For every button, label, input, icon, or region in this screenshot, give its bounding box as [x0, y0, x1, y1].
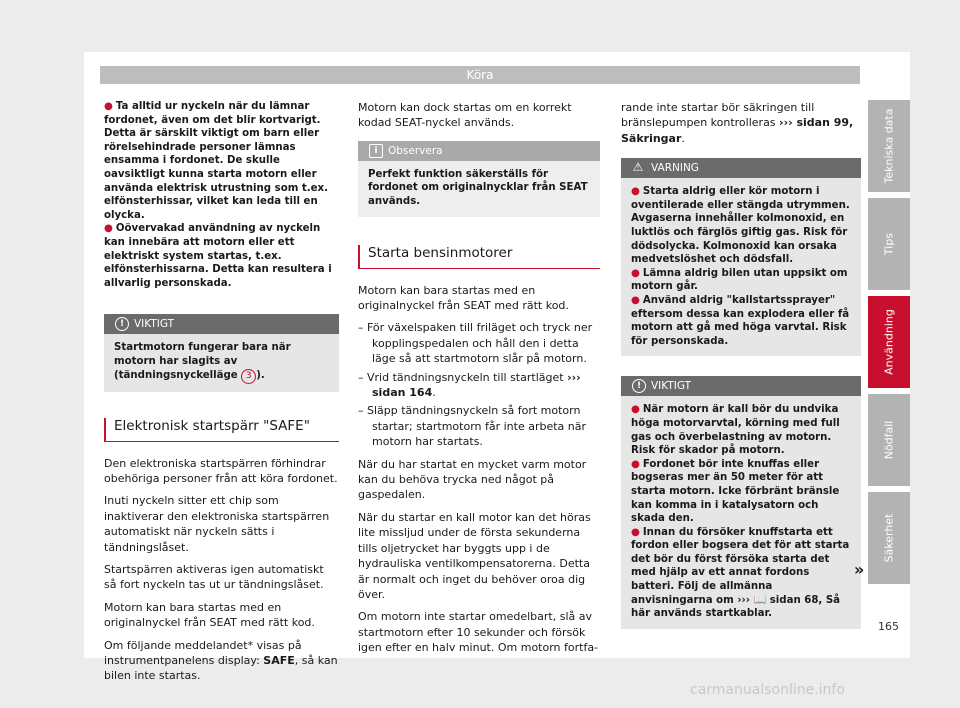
page-link[interactable]: sidan 68, Så här används startkablar.	[631, 594, 841, 620]
varning-body	[621, 178, 861, 356]
list-item: ● När motorn är kall bör du undvika höga motorvarvtal, körning med full gas och överbelastning av motorn. Risk för skador på motorn.	[631, 404, 840, 457]
bullet-icon: ●	[104, 223, 113, 235]
list-item: – Släpp tändningsnyckeln så fort motorn startar; startmotorn får inte arbeta när motorn har startats.	[358, 404, 587, 449]
page-link[interactable]: ››› sidan 99, Säkringar	[621, 116, 854, 145]
warning-continued	[104, 100, 339, 290]
list-item: ● Ta alltid ur nyckeln när du lämnar fordonet, även om det blir kortvarigt. Detta är särskilt viktigt om barn eller rörelsehindrade personer lämnas ensamma i fordonet. De skulle oavsiktligt kunna starta motorn eller använda elektrisk utrustning som t.ex. elfönsterhissar, vilket kan leda till en olycka.	[104, 101, 328, 221]
note-icon: i	[369, 144, 383, 158]
viktigt-body: Startmotorn fungerar bara när motorn har slagits av (tändningsnyckelläge 3 ).	[104, 334, 339, 391]
section-body: Motorn kan bara startas med en originalnyckel från SEAT med rätt kod. – För växelspaken till friläget och tryck ner kopplingspedalen och håll den i detta läge så att startmotorn slår på motorn. – Vrid tändningsnyckeln till startläget ››› sidan 164. – Släpp tändningsnyckeln så fort motorn startar; startmotorn får inte arbeta när motorn har startats. När du har startat en mycket varm motor kan du behöva trycka ned något på gaspedalen. När du startar en kall motor kan det höras lite missljud under de första sekunderna tills oljetrycket har byggts upp i de hydrauliska ventilkompensatorerna. Detta är normalt och inget du behöver oroa dig över. Om motorn inte startar omedelbart, slå av startmotorn efter 10 sekunder och försök igen efter en halv minut. Om motorn fortfa-	[358, 283, 599, 655]
section-safe	[104, 418, 339, 442]
section-petrol	[358, 245, 600, 269]
tab-tips[interactable]: Tips	[868, 198, 910, 290]
list-item: – För växelspaken till friläget och tryck ner kopplingspedalen och håll den i detta läge så att startmotorn slår på motorn.	[358, 321, 593, 366]
bullet-icon: ●	[631, 526, 640, 538]
tab-sakerhet[interactable]: Säkerhet	[868, 492, 910, 584]
warning-triangle-icon: ⚠	[632, 160, 644, 175]
section-body: Den elektroniska startspärren förhindrar obehöriga personer från att köra fordonet. Inuti nyckeln sitter ett chip som inaktiverar den elektroniska startspärren automatiskt när nyckeln sätts i tändningslåset. Startspärren aktiveras igen automatiskt så fort nyckeln tas ut ur tändningslåset. Motorn kan bara startas med en originalnyckel från SEAT med rätt kod. Om följande meddelandet* visas på instrumentpanelens display: SAFE, så kan bilen inte startas.	[104, 456, 338, 683]
page-link[interactable]: ››› sidan 164	[372, 370, 581, 400]
observera-body: Perfekt funktion säkerställs för fordonet om originalnycklar från SEAT används.	[358, 161, 600, 217]
varning-header: ⚠ VARNING	[621, 158, 861, 178]
section-heading: Starta bensinmotorer	[358, 245, 600, 269]
list-item: ● Oövervakad användning av nyckeln kan innebära att motorn eller ett elektriskt system startas, t.ex. elfönsterhissarna. Detta kan resultera i allvarlig personskada.	[104, 223, 332, 289]
viktigt-box	[104, 314, 339, 391]
viktigt-body	[621, 396, 861, 629]
viktigt-header: ! VIKTIGT	[104, 314, 339, 334]
list-item: – Vrid tändningsnyckeln till startläget ››› sidan 164.	[358, 370, 581, 400]
tab-nodfall[interactable]: Nödfall	[868, 394, 910, 486]
watermark: carmanualsonline.info	[690, 682, 845, 698]
info-icon: !	[115, 317, 129, 331]
column-1	[104, 100, 339, 691]
page-header: Köra	[100, 66, 860, 84]
list-item: ● Innan du försöker knuffstarta ett fordon eller bogsera det för att starta det bör du först försöka starta det med hjälp av ett annat fordons batteri. Följ de allmänna anvisningarna om ››› 📖 sidan 68, Så här används startkablar.	[631, 526, 850, 620]
list-item: ● Lämna aldrig bilen utan uppsikt om motorn går.	[631, 267, 848, 293]
bullet-icon: ●	[631, 294, 640, 306]
bullet-icon: ●	[631, 404, 640, 416]
page-number: 165	[878, 620, 899, 633]
info-icon: !	[632, 379, 646, 393]
list-item: ● Använd aldrig "kallstartssprayer" eftersom dessa kan explodera eller få motorn att gå med höga varvtal. Risk för personskada.	[631, 294, 850, 347]
bullet-icon: ●	[631, 458, 640, 470]
bullet-icon: ●	[631, 267, 640, 279]
section-heading: Elektronisk startspärr "SAFE"	[104, 418, 339, 442]
observera-box	[358, 141, 600, 217]
tab-anvandning[interactable]: Användning	[868, 296, 910, 388]
viktigt-box	[621, 376, 861, 629]
viktigt-header: ! VIKTIGT	[621, 376, 861, 396]
continue-icon: »	[854, 560, 865, 579]
column-2: Motorn kan dock startas om en korrekt kodad SEAT-nyckel används. i Observera Perfekt funktion säkerställs för fordonet om originalnycklar från SEAT används. Starta bensinmotorer Motorn kan bara startas med en originalnyckel från SEAT med rätt kod. – För växelspaken till friläget och tryck ner kopplingspedalen och håll den i detta läge så att startmotorn slår på motorn. – Vrid tändningsnyckeln till startläget ››› sidan 164. – Släpp tändningsnyckeln så fort motorn startar; startmotorn får inte arbeta när motorn har startats. När du har startat en mycket varm motor kan du behöva trycka ned något på gaspedalen. När du startar en kall motor kan det höras lite missljud under de första sekunderna tills oljetrycket har byggts upp i de hydrauliska ventilkompensatorerna. Detta är normalt och inget du behöver oroa dig över. Om motorn inte startar omedelbart, slå av startmotorn efter 10 sekunder och försök igen efter en halv minut. Om motorn fortfa-	[358, 101, 599, 655]
observera-header: i Observera	[358, 141, 600, 161]
column-3: rande inte startar bör säkringen till bränslepumpen kontrolleras ››› sidan 99, Säkringar. ⚠ VARNING ● Starta aldrig eller kör motorn i oventilerade eller stängda utrymmen. Avgaserna innehåller kolmonoxid, en luktlös och färglös giftig gas. Risk för dödsolycka. Kolmonoxid kan orsaka medvetslöshet och dödsfall. ● Lämna aldrig bilen utan uppsikt om motorn går. ● Använd aldrig "kallstartssprayer" eftersom dessa kan explodera eller få motorn att gå med höga varvtal. Risk för personskada. ! VIKTIGT ● När motorn är kall bör du undvika höga motorvarvtal, körning med full gas och överbelastning av motorn. Risk för skador på motorn. ● Fordonet bör inte knuffas eller bogseras mer än 50 meter för att starta motorn. Icke förbränt bränsle kan komma in i katalysatorn och skada den. ● Innan du försöker knuffstarta ett fordon eller bogsera det för att starta det bör du först försöka starta det med hjälp av ett annat fordons batteri. Följ de allmänna anvisningarna om ››› 📖 sidan 68, Så här används startkablar.	[621, 100, 861, 629]
list-item: ● Fordonet bör inte knuffas eller bogseras mer än 50 meter för att starta motorn. Icke förbränt bränsle kan komma in i katalysatorn och skada den.	[631, 458, 840, 525]
position-number-icon: 3	[241, 369, 256, 384]
varning-box	[621, 158, 861, 356]
list-item: ● Starta aldrig eller kör motorn i oventilerade eller stängda utrymmen. Avgaserna innehåller kolmonoxid, en luktlös och färglös giftig gas. Risk för dödsolycka. Kolmonoxid kan orsaka medvetslöshet och dödsfall.	[631, 186, 850, 266]
bullet-icon: ●	[104, 101, 113, 112]
tab-tekniska-data[interactable]: Tekniska data	[868, 100, 910, 192]
bullet-icon: ●	[631, 186, 640, 198]
book-icon: 📖	[753, 594, 767, 606]
